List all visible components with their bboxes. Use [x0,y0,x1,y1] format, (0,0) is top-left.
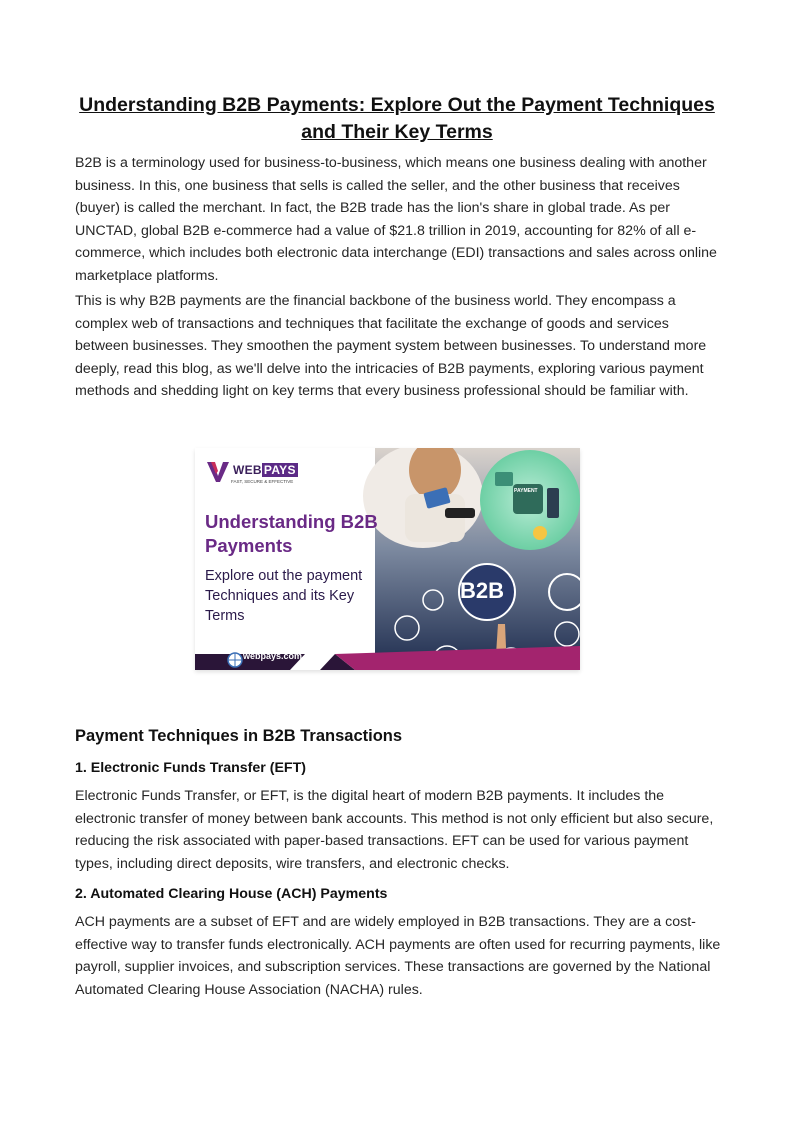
document-title: Understanding B2B Payments: Explore Out the Payment Techniques and Their Key Terms [79,94,715,143]
webpays-logo-icon [207,462,229,482]
payment-card-label: PAYMENT [514,488,538,494]
b2b-label: B2B [460,578,505,603]
subsection-heading-ach: 2. Automated Clearing House (ACH) Payments [75,886,388,902]
section-heading: Payment Techniques in B2B Transactions [75,727,403,745]
article-banner-image [195,448,580,670]
banner-subline: Explore out the payment Techniques and its Key Terms [205,568,363,624]
intro-paragraph-1: B2B is a terminology used for business-to-business, which means one business dealing with another business. In this, one business that sells is called the seller, and the other business that receives (buyer) is called the merchant. In fact, the B2B trade has the lion's share in global trade. As per UNCTAD, global B2B e-commerce had a value of $21.8 trillion in 2019, accounting for 82% of all e-commerce, which includes both electronic data interchange (EDI) transactions and sales across online marketplace platforms. [75,155,717,284]
subsection-body-eft: Electronic Funds Transfer, or EFT, is the digital heart of modern B2B payments. It includes the electronic transfer of money between bank accounts. This method is not only efficient but also secure, reducing the risk associated with paper-based transactions. EFT can be used for various payment types, including direct deposits, wire transfers, and electronic checks. [75,788,714,872]
banner-url: webpays.com [243,651,303,661]
webpays-logo-tagline: FAST, SECURE & EFFECTIVE [231,479,294,484]
subsection-heading-eft: 1. Electronic Funds Transfer (EFT) [75,760,306,776]
subsection-body-ach: ACH payments are a subset of EFT and are widely employed in B2B transactions. They are a cost-effective way to transfer funds electronically. ACH payments are often used for recurring payments, like payroll, supplier invoices, and subscription services. These transactions are governed by the National Automated Clearing House Association (NACHA) rules. [75,914,721,998]
intro-paragraph-2: This is why B2B payments are the financial backbone of the business world. They encompass a complex web of transactions and techniques that facilitate the exchange of goods and services between businesses. They smoothen the payment system between businesses. To understand more deeply, read this blog, as we'll delve into the intricacies of B2B payments, exploring various payment methods and shedding light on key terms that every business professional should be familiar with. [75,293,707,399]
banner-headline: Understanding B2B Payments [205,511,378,556]
webpays-logo-text: WEB PAYS [233,463,296,477]
